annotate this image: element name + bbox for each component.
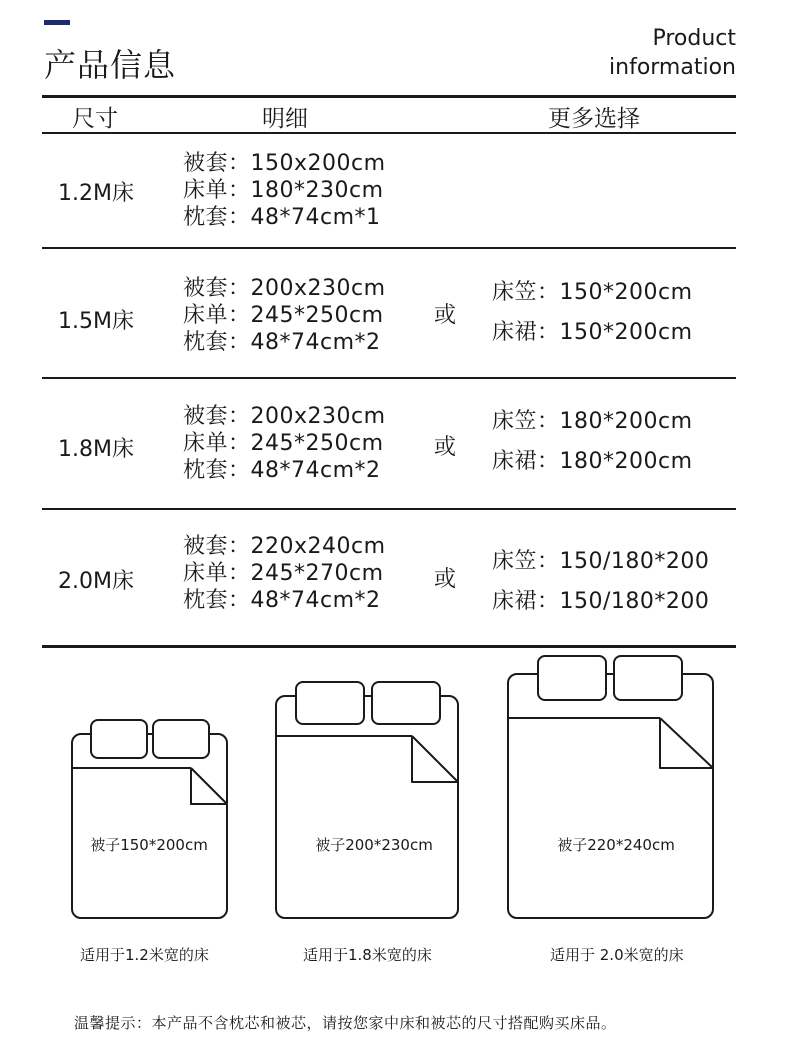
accent-bar <box>44 20 70 25</box>
size-cell: 2.0M床 <box>58 569 134 594</box>
column-header-options: 更多选择 <box>548 106 640 132</box>
or-label: 或 <box>434 435 457 460</box>
reminder-note: 温馨提示：本产品不含枕芯和被芯，请按您家中床和被芯的尺寸搭配购买床品。 <box>74 1014 617 1032</box>
or-label: 或 <box>434 567 457 592</box>
row-rule <box>42 247 736 249</box>
page-title-english <box>609 24 736 82</box>
quilt-size-label: 被子200*230cm <box>315 836 433 854</box>
size-cell: 1.5M床 <box>58 309 134 334</box>
pillow-icon <box>296 682 364 724</box>
title-en-line1: Product <box>652 26 736 51</box>
pillow-icon <box>538 656 606 700</box>
bed-size-diagrams <box>0 648 790 938</box>
bed-frame <box>276 696 458 918</box>
details-cell <box>183 533 386 614</box>
quilt-fold-line <box>660 718 713 768</box>
bed-frame <box>508 674 713 918</box>
quilt-fold-line <box>412 736 458 782</box>
or-label: 或 <box>434 303 457 328</box>
alternatives-cell <box>492 402 693 482</box>
title-en-line2: information <box>609 55 736 80</box>
detail-line: 枕套：48*74cm*2 <box>183 588 381 613</box>
bed-frame <box>72 734 227 918</box>
bed-2-illustration <box>276 682 458 918</box>
bed-caption: 适用于 2.0米宽的床 <box>550 946 684 964</box>
header-rule <box>42 132 736 134</box>
detail-line: 枕套：48*74cm*1 <box>183 205 381 230</box>
bed-caption: 适用于1.2米宽的床 <box>80 946 209 964</box>
alternative-line: 床笠：180*200cm <box>492 409 693 434</box>
bed-1-illustration <box>72 720 227 918</box>
pillow-icon <box>91 720 147 758</box>
alternative-line: 床裙：150*200cm <box>492 320 693 345</box>
detail-line: 被套：150x200cm <box>183 151 386 176</box>
details-cell <box>183 275 386 356</box>
detail-line: 被套：200x230cm <box>183 276 386 301</box>
detail-line: 被套：200x230cm <box>183 404 386 429</box>
detail-line: 床单：245*270cm <box>183 561 384 586</box>
bed-3-illustration <box>508 656 713 918</box>
details-cell <box>183 150 386 231</box>
quilt-fold-line <box>191 768 227 804</box>
alternative-line: 床裙：150/180*200 <box>492 589 710 614</box>
column-header-details: 明细 <box>262 106 308 132</box>
size-cell: 1.2M床 <box>58 181 134 206</box>
alternative-line: 床裙：180*200cm <box>492 449 693 474</box>
column-header-size: 尺寸 <box>72 106 118 132</box>
row-rule <box>42 377 736 379</box>
table-top-rule <box>42 95 736 98</box>
details-cell <box>183 403 386 484</box>
alternatives-cell <box>492 273 693 353</box>
row-rule <box>42 508 736 510</box>
pillow-icon <box>372 682 440 724</box>
detail-line: 床单：245*250cm <box>183 303 384 328</box>
pillow-icon <box>153 720 209 758</box>
bed-caption: 适用于1.8米宽的床 <box>303 946 432 964</box>
alternative-line: 床笠：150/180*200 <box>492 549 710 574</box>
detail-line: 床单：180*230cm <box>183 178 384 203</box>
alternative-line: 床笠：150*200cm <box>492 280 693 305</box>
detail-line: 床单：245*250cm <box>183 431 384 456</box>
detail-line: 被套：220x240cm <box>183 534 386 559</box>
size-cell: 1.8M床 <box>58 437 134 462</box>
quilt-size-label: 被子220*240cm <box>557 836 675 854</box>
page-title: 产品信息 <box>44 46 177 84</box>
detail-line: 枕套：48*74cm*2 <box>183 330 381 355</box>
detail-line: 枕套：48*74cm*2 <box>183 458 381 483</box>
pillow-icon <box>614 656 682 700</box>
quilt-size-label: 被子150*200cm <box>90 836 208 854</box>
alternatives-cell <box>492 542 709 622</box>
